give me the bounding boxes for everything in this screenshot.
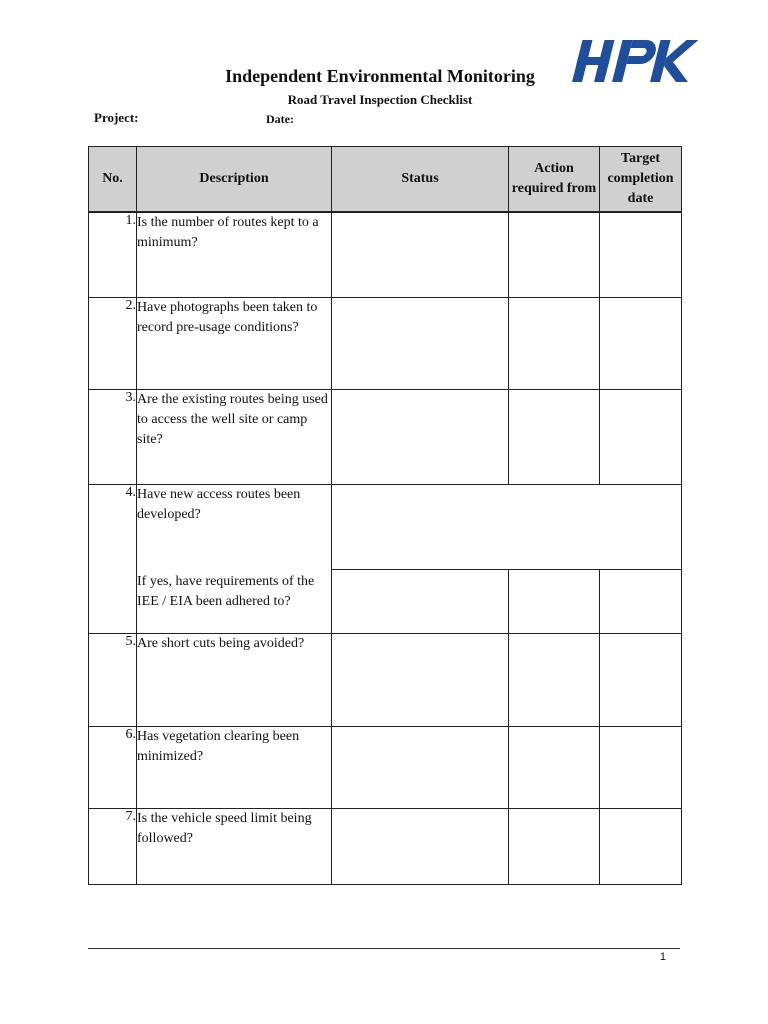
document-subtitle: Road Travel Inspection Checklist bbox=[287, 92, 473, 107]
document-title: Independent Environmental Monitoring bbox=[225, 66, 535, 86]
column-header-action-required: Action required from bbox=[509, 147, 600, 213]
page-number: 1 bbox=[659, 951, 666, 963]
column-header-target-date: Target completion date bbox=[600, 147, 682, 213]
table-header-row bbox=[89, 147, 682, 213]
table-row bbox=[89, 726, 682, 808]
row-number: 6. bbox=[89, 726, 137, 808]
row-number: 5. bbox=[89, 633, 137, 726]
status-cell[interactable] bbox=[332, 726, 509, 808]
action-cell[interactable] bbox=[509, 297, 600, 389]
status-cell[interactable] bbox=[332, 297, 509, 389]
row-description: Are short cuts being avoided? bbox=[137, 633, 332, 726]
column-header-no: No. bbox=[89, 147, 137, 213]
table-row bbox=[89, 484, 682, 569]
row-description: Are the existing routes being used to access the well site or camp site? bbox=[137, 389, 332, 484]
row-description: Have photographs been taken to record pre-usage conditions? bbox=[137, 297, 332, 389]
column-header-description: Description bbox=[137, 147, 332, 213]
date-label: Date: bbox=[266, 112, 294, 126]
target-date-cell[interactable] bbox=[600, 726, 682, 808]
table-row bbox=[89, 389, 682, 484]
target-date-cell[interactable] bbox=[600, 212, 682, 297]
row-description: Is the vehicle speed limit being followed? bbox=[137, 808, 332, 884]
status-cell[interactable] bbox=[332, 808, 509, 884]
row-number: 7. bbox=[89, 808, 137, 884]
action-cell[interactable] bbox=[509, 633, 600, 726]
row-number: 2. bbox=[89, 297, 137, 389]
row-description: Has vegetation clearing been minimized? bbox=[137, 726, 332, 808]
action-cell[interactable] bbox=[509, 389, 600, 484]
inspection-checklist-table bbox=[88, 146, 682, 885]
status-cell[interactable] bbox=[332, 569, 509, 633]
row-sub-description: If yes, have requirements of the IEE / EIA been adhered to? bbox=[137, 573, 315, 609]
row-description: Is the number of routes kept to a minimum? bbox=[137, 212, 332, 297]
target-date-cell[interactable] bbox=[600, 808, 682, 884]
status-cell[interactable] bbox=[332, 389, 509, 484]
row-number: 3. bbox=[89, 389, 137, 484]
target-date-cell[interactable] bbox=[600, 297, 682, 389]
status-cell[interactable] bbox=[332, 633, 509, 726]
status-cell[interactable] bbox=[332, 212, 509, 297]
action-cell[interactable] bbox=[509, 726, 600, 808]
target-date-cell[interactable] bbox=[600, 633, 682, 726]
project-label: Project: bbox=[94, 110, 139, 125]
row-number: 1. bbox=[89, 212, 137, 297]
action-cell[interactable] bbox=[509, 808, 600, 884]
target-date-cell[interactable] bbox=[600, 569, 682, 633]
table-row bbox=[89, 808, 682, 884]
column-header-status: Status bbox=[332, 147, 509, 213]
row-description-group bbox=[137, 484, 332, 633]
table-row bbox=[89, 212, 682, 297]
action-cell[interactable] bbox=[509, 569, 600, 633]
merged-response-cell[interactable] bbox=[332, 484, 682, 569]
row-description: Have new access routes been developed? bbox=[137, 486, 301, 522]
table-row bbox=[89, 297, 682, 389]
action-cell[interactable] bbox=[509, 212, 600, 297]
footer-divider bbox=[88, 948, 680, 949]
table-row bbox=[89, 633, 682, 726]
target-date-cell[interactable] bbox=[600, 389, 682, 484]
row-number: 4. bbox=[89, 484, 137, 633]
